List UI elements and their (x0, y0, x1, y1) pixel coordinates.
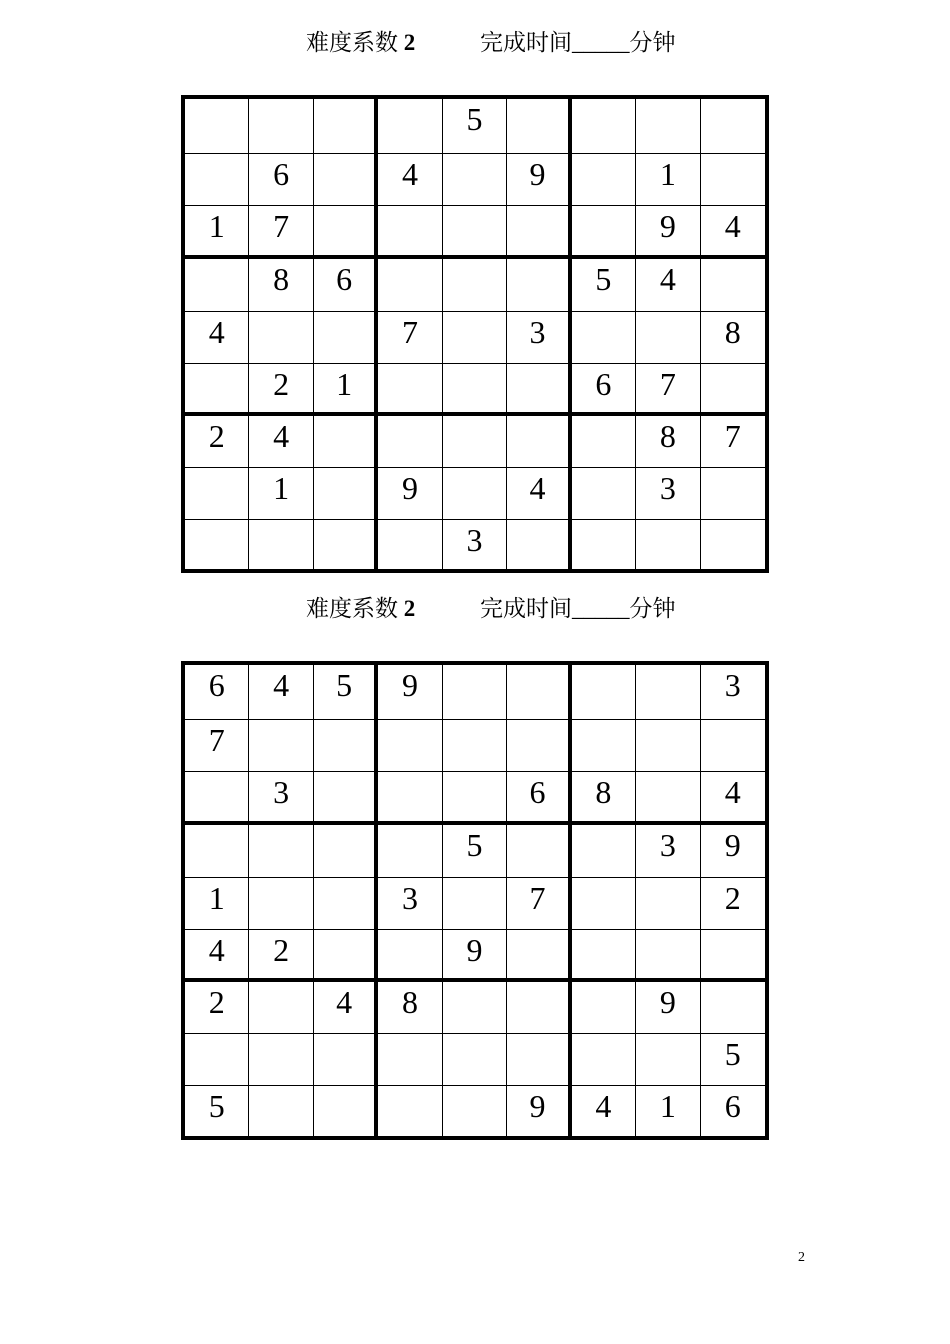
sudoku-cell (314, 665, 378, 720)
sudoku-cell (249, 312, 313, 364)
cell-digit: 6 (595, 366, 612, 402)
sudoku-cell (636, 878, 700, 930)
sudoku-cell (507, 312, 571, 364)
completion-time-label: 完成时间_____分钟 (480, 596, 676, 621)
sudoku-cell (185, 364, 249, 416)
cell-digit: 3 (659, 470, 676, 506)
sudoku-cell (507, 520, 571, 572)
sudoku-cell (249, 720, 313, 772)
sudoku-cell (443, 312, 507, 364)
sudoku-cell (185, 259, 249, 312)
cell-digit: 9 (659, 208, 676, 244)
cell-digit: 8 (659, 418, 676, 454)
sudoku-cell (636, 364, 700, 416)
sudoku-cell (572, 772, 636, 825)
sudoku-cell (249, 1034, 313, 1086)
sudoku-cell (572, 1034, 636, 1086)
sudoku-cell (507, 665, 571, 720)
sudoku-cell (572, 468, 636, 520)
sudoku-cell (185, 1034, 249, 1086)
sudoku-cell (185, 665, 249, 720)
sudoku-cell (443, 154, 507, 206)
sudoku-cell (185, 520, 249, 572)
sudoku-cell (636, 312, 700, 364)
sudoku-cell (249, 99, 313, 154)
sudoku-cell (314, 154, 378, 206)
sudoku-cell (249, 520, 313, 572)
cell-digit: 9 (529, 156, 546, 192)
sudoku-cell (572, 259, 636, 312)
sudoku-cell (185, 982, 249, 1034)
sudoku-cell (249, 468, 313, 520)
cell-digit: 7 (724, 418, 741, 454)
cell-digit: 6 (724, 1088, 741, 1124)
sudoku-cell (314, 416, 378, 468)
cell-digit: 5 (336, 667, 353, 703)
cell-digit: 5 (595, 261, 612, 297)
sudoku-cell (701, 364, 765, 416)
sudoku-cell (378, 772, 442, 825)
sudoku-cell (378, 206, 442, 259)
sudoku-cell (701, 416, 765, 468)
sudoku-cell (314, 520, 378, 572)
cell-digit: 7 (273, 208, 290, 244)
sudoku-cell (378, 416, 442, 468)
cell-digit: 1 (336, 366, 353, 402)
sudoku-cell (507, 930, 571, 982)
sudoku-cell (314, 930, 378, 982)
sudoku-cell (249, 825, 313, 878)
sudoku-cell (572, 825, 636, 878)
sudoku-cell (507, 1086, 571, 1138)
sudoku-cell (185, 154, 249, 206)
sudoku-cell (185, 720, 249, 772)
cell-digit: 1 (659, 1088, 676, 1124)
sudoku-cell (378, 878, 442, 930)
cell-digit: 1 (208, 880, 225, 916)
sudoku-cell (378, 468, 442, 520)
sudoku-cell (185, 772, 249, 825)
sudoku-grid-2 (181, 661, 769, 1140)
sudoku-cell (314, 468, 378, 520)
cell-digit: 7 (402, 314, 419, 350)
page-number: 2 (798, 1250, 805, 1265)
cell-digit: 7 (659, 366, 676, 402)
cell-digit: 1 (208, 208, 225, 244)
sudoku-cell (636, 772, 700, 825)
sudoku-cell (249, 878, 313, 930)
sudoku-cell (701, 665, 765, 720)
sudoku-cell (636, 825, 700, 878)
sudoku-cell (572, 1086, 636, 1138)
sudoku-cell (314, 312, 378, 364)
sudoku-cell (314, 99, 378, 154)
cell-digit: 3 (402, 880, 419, 916)
sudoku-cell (443, 468, 507, 520)
cell-digit: 9 (402, 667, 419, 703)
cell-digit: 7 (208, 722, 225, 758)
sudoku-cell (185, 206, 249, 259)
sudoku-cell (378, 1086, 442, 1138)
sudoku-cell (507, 154, 571, 206)
sudoku-cell (572, 930, 636, 982)
sudoku-cell (636, 99, 700, 154)
cell-digit: 4 (724, 208, 741, 244)
cell-digit: 4 (336, 984, 353, 1020)
sudoku-cell (572, 99, 636, 154)
sudoku-cell (378, 982, 442, 1034)
sudoku-cell (378, 825, 442, 878)
sudoku-cell (249, 930, 313, 982)
sudoku-cell (378, 259, 442, 312)
sudoku-cell (378, 99, 442, 154)
sudoku-cell (443, 982, 507, 1034)
sudoku-cell (701, 1086, 765, 1138)
sudoku-cell (314, 1086, 378, 1138)
sudoku-cell (507, 99, 571, 154)
cell-digit: 9 (402, 470, 419, 506)
cell-digit: 4 (402, 156, 419, 192)
sudoku-cell (572, 878, 636, 930)
cell-digit: 3 (466, 522, 483, 558)
sudoku-cell (443, 665, 507, 720)
cell-digit: 5 (466, 101, 483, 137)
sudoku-cell (507, 259, 571, 312)
sudoku-cell (378, 930, 442, 982)
sudoku-cell (314, 720, 378, 772)
sudoku-cell (636, 720, 700, 772)
sudoku-cell (314, 878, 378, 930)
difficulty-value: 2 (403, 30, 416, 55)
sudoku-cell (249, 665, 313, 720)
sudoku-cell (314, 825, 378, 878)
sudoku-cell (378, 1034, 442, 1086)
sudoku-cell (443, 825, 507, 878)
sudoku-cell (314, 259, 378, 312)
cell-digit: 8 (724, 314, 741, 350)
cell-digit: 4 (724, 774, 741, 810)
sudoku-cell (701, 982, 765, 1034)
sudoku-cell (378, 720, 442, 772)
sudoku-cell (636, 520, 700, 572)
sudoku-cell (636, 1086, 700, 1138)
cell-digit: 2 (208, 418, 225, 454)
puzzle-2-heading (0, 594, 950, 624)
sudoku-cell (636, 206, 700, 259)
sudoku-cell (701, 878, 765, 930)
sudoku-cell (701, 825, 765, 878)
sudoku-cell (507, 982, 571, 1034)
sudoku-cell (443, 1086, 507, 1138)
cell-digit: 2 (724, 880, 741, 916)
cell-digit: 4 (208, 314, 225, 350)
sudoku-cell (572, 312, 636, 364)
sudoku-cell (701, 312, 765, 364)
sudoku-cell (572, 520, 636, 572)
cell-digit: 8 (595, 774, 612, 810)
sudoku-cell (185, 99, 249, 154)
sudoku-cell (314, 982, 378, 1034)
puzzle-1-heading (0, 28, 950, 58)
sudoku-cell (572, 416, 636, 468)
sudoku-cell (701, 930, 765, 982)
sudoku-cell (185, 312, 249, 364)
sudoku-cell (443, 720, 507, 772)
sudoku-cell (249, 206, 313, 259)
sudoku-cell (378, 665, 442, 720)
sudoku-grid-1 (181, 95, 769, 573)
sudoku-cell (701, 154, 765, 206)
cell-digit: 4 (659, 261, 676, 297)
sudoku-cell (572, 154, 636, 206)
sudoku-cell (443, 416, 507, 468)
sudoku-cell (507, 468, 571, 520)
cell-digit: 1 (273, 470, 290, 506)
sudoku-cell (249, 154, 313, 206)
sudoku-cell (507, 364, 571, 416)
sudoku-cell (572, 665, 636, 720)
cell-digit: 6 (273, 156, 290, 192)
cell-digit: 9 (724, 827, 741, 863)
sudoku-cell (378, 520, 442, 572)
sudoku-cell (636, 982, 700, 1034)
sudoku-cell (507, 206, 571, 259)
sudoku-cell (507, 1034, 571, 1086)
sudoku-cell (185, 825, 249, 878)
sudoku-cell (185, 878, 249, 930)
sudoku-cell (572, 982, 636, 1034)
sudoku-cell (443, 772, 507, 825)
sudoku-cell (636, 665, 700, 720)
sudoku-cell (701, 99, 765, 154)
cell-digit: 4 (273, 418, 290, 454)
cell-digit: 3 (724, 667, 741, 703)
sudoku-cell (314, 206, 378, 259)
sudoku-cell (443, 259, 507, 312)
sudoku-cell (701, 772, 765, 825)
cell-digit: 5 (724, 1036, 741, 1072)
sudoku-cell (249, 1086, 313, 1138)
cell-digit: 5 (466, 827, 483, 863)
sudoku-cell (443, 520, 507, 572)
cell-digit: 2 (273, 932, 290, 968)
sudoku-cell (249, 982, 313, 1034)
sudoku-cell (314, 1034, 378, 1086)
cell-digit: 7 (529, 880, 546, 916)
cell-digit: 4 (273, 667, 290, 703)
sudoku-cell (314, 364, 378, 416)
sudoku-cell (443, 364, 507, 416)
sudoku-cell (701, 259, 765, 312)
cell-digit: 4 (529, 470, 546, 506)
difficulty-label: 难度系数 2 (306, 30, 416, 55)
cell-digit: 9 (529, 1088, 546, 1124)
sudoku-cell (443, 99, 507, 154)
sudoku-cell (185, 1086, 249, 1138)
cell-digit: 5 (208, 1088, 225, 1124)
sudoku-cell (185, 930, 249, 982)
sudoku-cell (507, 825, 571, 878)
sudoku-cell (185, 468, 249, 520)
sudoku-cell (636, 468, 700, 520)
cell-digit: 3 (529, 314, 546, 350)
difficulty-value: 2 (403, 596, 416, 621)
cell-digit: 4 (208, 932, 225, 968)
cell-digit: 4 (595, 1088, 612, 1124)
sudoku-cell (636, 1034, 700, 1086)
cell-digit: 3 (273, 774, 290, 810)
sudoku-cell (636, 154, 700, 206)
sudoku-cell (636, 416, 700, 468)
cell-digit: 8 (402, 984, 419, 1020)
sudoku-cell (185, 416, 249, 468)
cell-digit: 8 (273, 261, 290, 297)
sudoku-cell (572, 720, 636, 772)
cell-digit: 6 (336, 261, 353, 297)
cell-digit: 9 (659, 984, 676, 1020)
cell-digit: 2 (208, 984, 225, 1020)
sudoku-cell (443, 206, 507, 259)
sudoku-cell (701, 720, 765, 772)
sudoku-cell (249, 772, 313, 825)
sudoku-cell (701, 468, 765, 520)
cell-digit: 6 (208, 667, 225, 703)
sudoku-cell (443, 930, 507, 982)
sudoku-cell (443, 1034, 507, 1086)
sudoku-cell (507, 772, 571, 825)
cell-digit: 6 (529, 774, 546, 810)
sudoku-cell (636, 930, 700, 982)
cell-digit: 9 (466, 932, 483, 968)
sudoku-cell (507, 878, 571, 930)
sudoku-cell (507, 720, 571, 772)
sudoku-cell (701, 1034, 765, 1086)
sudoku-cell (701, 520, 765, 572)
sudoku-cell (636, 259, 700, 312)
sudoku-cell (443, 878, 507, 930)
sudoku-cell (314, 772, 378, 825)
sudoku-cell (378, 364, 442, 416)
difficulty-label: 难度系数 2 (306, 596, 416, 621)
cell-digit: 3 (659, 827, 676, 863)
sudoku-cell (572, 364, 636, 416)
cell-digit: 1 (659, 156, 676, 192)
sudoku-cell (507, 416, 571, 468)
completion-time-label: 完成时间_____分钟 (480, 30, 676, 55)
sudoku-cell (701, 206, 765, 259)
sudoku-cell (249, 416, 313, 468)
sudoku-cell (378, 154, 442, 206)
sudoku-cell (378, 312, 442, 364)
sudoku-cell (249, 259, 313, 312)
sudoku-cell (572, 206, 636, 259)
sudoku-cell (249, 364, 313, 416)
cell-digit: 2 (273, 366, 290, 402)
